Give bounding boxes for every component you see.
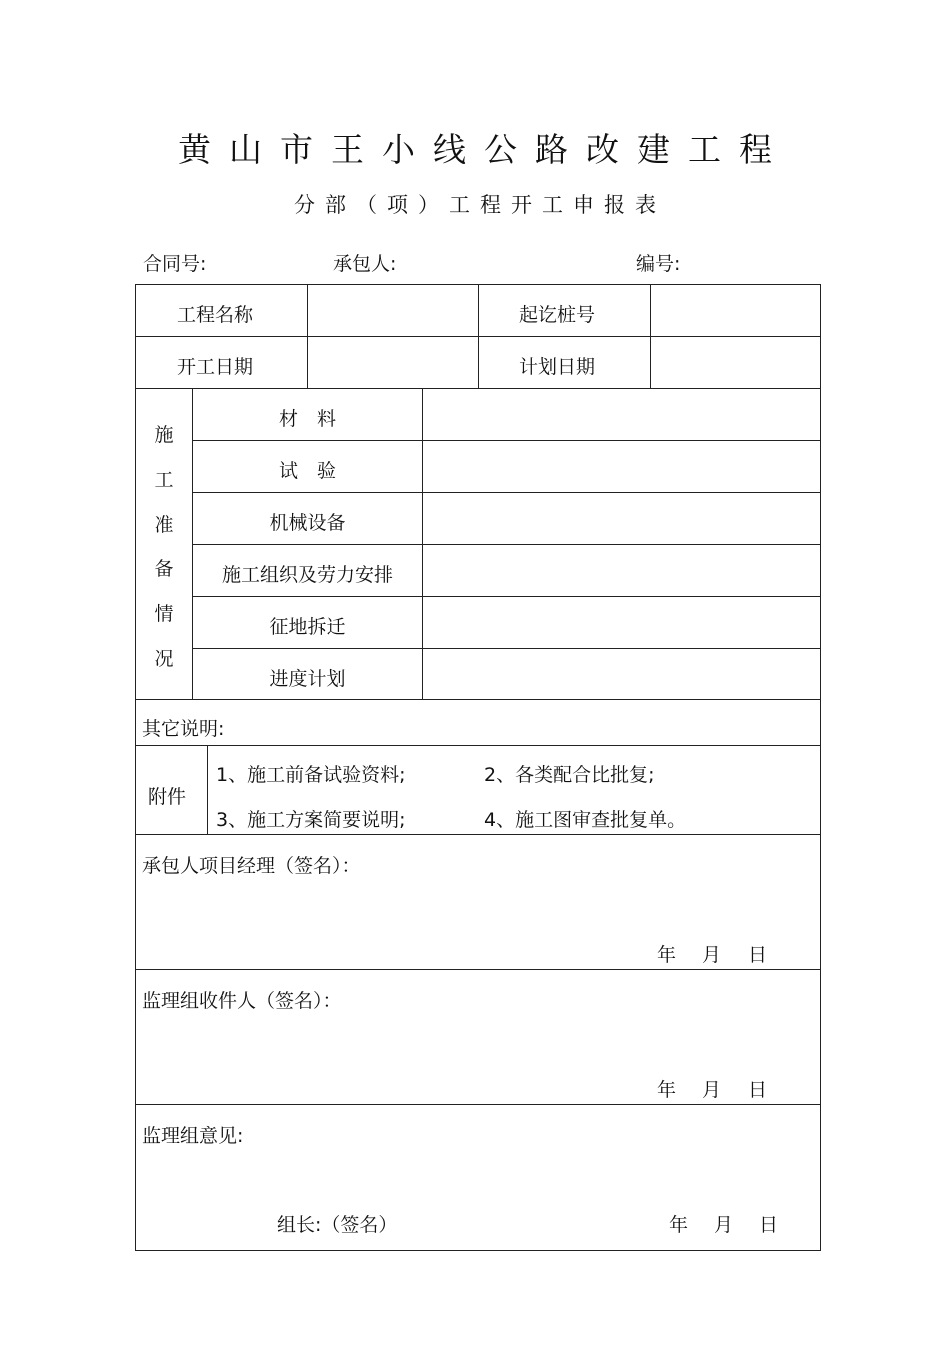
start-date-label: 开工日期 [177, 356, 254, 378]
contract-number-label: 合同号: [143, 253, 207, 275]
column-divider [478, 285, 479, 388]
other-notes-label: 其它说明: [142, 718, 225, 740]
row-divider [136, 745, 820, 746]
date-day: 日 [748, 1079, 768, 1101]
column-divider [422, 388, 423, 699]
leader-signature-label: 组长:（签名） [277, 1214, 398, 1236]
date-year: 年 [657, 944, 677, 966]
attachment-item: 4、施工图审查批复单。 [484, 809, 687, 831]
column-divider [650, 285, 651, 388]
row-divider [192, 596, 820, 597]
date-month: 月 [714, 1214, 734, 1236]
prep-item-equipment: 机械设备 [269, 512, 346, 534]
prep-item-schedule: 进度计划 [269, 668, 346, 690]
attachments-label: 附件 [148, 786, 187, 808]
prep-item-organization: 施工组织及劳力安排 [221, 564, 393, 586]
prep-item-land-acquisition: 征地拆迁 [269, 616, 346, 638]
date-month: 月 [702, 1079, 722, 1101]
serial-number-label: 编号: [636, 253, 681, 275]
row-divider [136, 969, 820, 970]
contractor-manager-signature-label: 承包人项目经理（签名）： [142, 855, 361, 877]
project-name-label: 工程名称 [177, 304, 254, 326]
date-year: 年 [669, 1214, 689, 1236]
date-day: 日 [748, 944, 768, 966]
row-divider [192, 440, 820, 441]
date-year: 年 [657, 1079, 677, 1101]
row-divider [192, 648, 820, 649]
contractor-label: 承包人: [333, 253, 397, 275]
row-divider [136, 834, 820, 835]
column-divider [207, 745, 208, 834]
attachment-item: 2、各类配合比批复; [484, 764, 655, 786]
section-char: 工 [154, 468, 174, 491]
attachment-item: 1、施工前备试验资料; [216, 764, 406, 786]
row-divider [192, 492, 820, 493]
planned-date-label: 计划日期 [519, 356, 596, 378]
section-char: 况 [154, 647, 174, 670]
prep-item-testing: 试 验 [278, 460, 336, 482]
row-divider [192, 544, 820, 545]
section-char: 备 [154, 558, 174, 581]
row-divider [136, 1104, 820, 1105]
section-char: 情 [154, 603, 174, 626]
station-range-label: 起讫桩号 [519, 304, 596, 326]
prep-item-materials: 材 料 [278, 408, 336, 430]
supervision-receiver-signature-label: 监理组收件人（签名）： [142, 990, 342, 1012]
column-divider [307, 285, 308, 388]
supervision-opinion-label: 监理组意见: [142, 1125, 244, 1147]
construction-prep-section-label [136, 413, 192, 682]
date-day: 日 [759, 1214, 779, 1236]
row-divider [136, 699, 820, 700]
section-char: 施 [154, 424, 174, 446]
document-subtitle: 分部（项）工程开工申报表 [294, 193, 666, 217]
section-char: 准 [154, 513, 174, 536]
attachment-item: 3、施工方案简要说明; [216, 809, 406, 831]
row-divider [136, 388, 820, 389]
date-month: 月 [702, 944, 722, 966]
document-title: 黄山市王小线公路改建工程 [178, 130, 790, 169]
application-form-table [135, 284, 821, 1251]
column-divider [192, 388, 193, 699]
